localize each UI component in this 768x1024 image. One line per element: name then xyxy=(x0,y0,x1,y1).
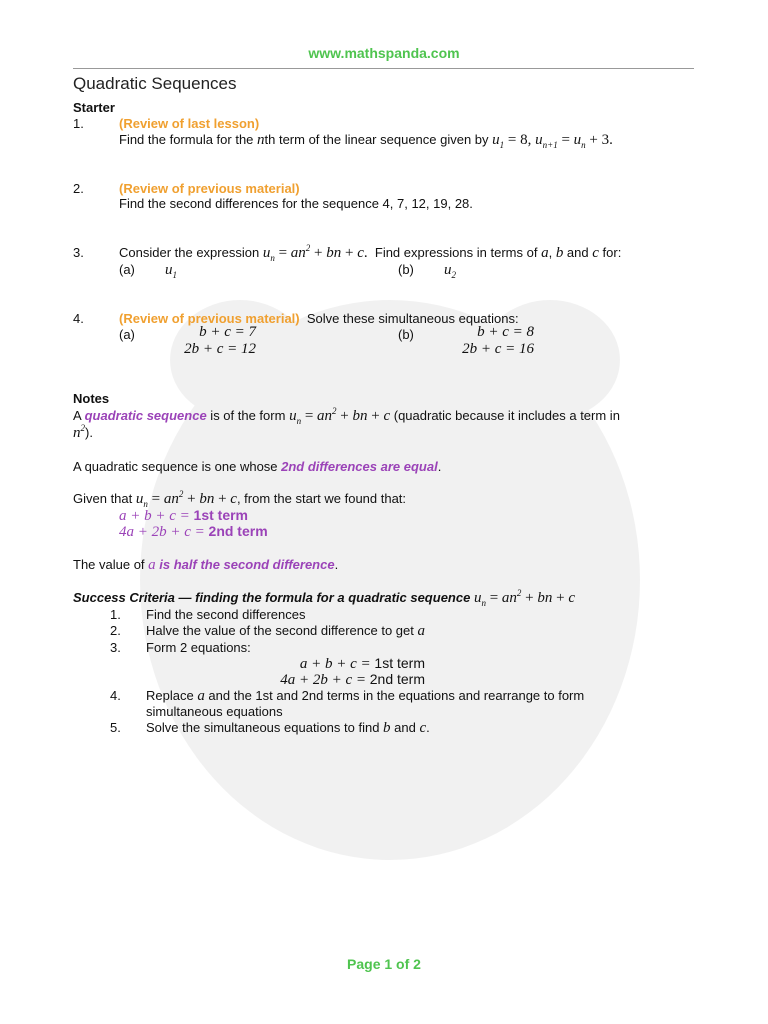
list-item: Halve the value of the second difference to get a xyxy=(146,623,425,639)
question-2-text: Find the second differences for the sequence 4, 7, 12, 19, 28. xyxy=(119,196,473,211)
recurrence-formula: $u_1 = 8$, $u_{n+1} = u_n + 3$. xyxy=(492,132,613,150)
question-3-text: Consider the expression $u_n = an^2$ + bn + c. Find expressions in terms of a, b and c for: xyxy=(119,243,622,263)
list-item: Solve the simultaneous equations to find b and c. xyxy=(146,720,430,736)
success-criteria-heading: Success Criteria — finding the formula for a quadratic sequence $u_n = an^2$ + bn + c xyxy=(73,588,576,608)
notes-heading: Notes xyxy=(73,391,110,406)
part-label: (b) xyxy=(398,327,414,342)
list-item: Replace a and the 1st and 2nd terms in the equations and rearrange to form xyxy=(146,688,585,704)
header-divider xyxy=(73,68,694,69)
part-label: (b) xyxy=(398,262,414,277)
list-number: 4. xyxy=(110,688,121,703)
equation: 2b + c = 12 xyxy=(184,341,256,357)
notes-paragraph: A quadratic sequence is of the form $u_n = an^2$ + bn + c (quadratic because it includes a term in xyxy=(73,406,620,426)
notes-paragraph: Given that $u_n = an^2$ + bn + c, from the start we found that: xyxy=(73,489,407,509)
question-number: 2. xyxy=(73,181,84,196)
list-item-cont: simultaneous equations xyxy=(146,704,283,719)
list-number: 3. xyxy=(110,640,121,655)
notes-paragraph-cont: $n^2$). xyxy=(73,423,93,441)
term-equation: 4a + 2b + c = 2nd term xyxy=(119,523,268,540)
question-number: 3. xyxy=(73,245,84,260)
page-number: Page 1 of 2 xyxy=(347,956,421,972)
u2-expression: $u_2$ xyxy=(444,262,456,280)
question-4-text: (Review of previous material) Solve these simultaneous equations: xyxy=(119,311,519,326)
list-number: 5. xyxy=(110,720,121,735)
notes-paragraph: The value of a is half the second difference. xyxy=(73,557,339,573)
equation: a + b + c = 1st term xyxy=(299,655,425,672)
equation: b + c = 7 xyxy=(199,324,256,340)
general-formula: $u_n = an^2$ + bn + c. xyxy=(262,243,368,263)
u1-expression: $u_1$ xyxy=(165,262,177,280)
notes-paragraph: A quadratic sequence is one whose 2nd differences are equal. xyxy=(73,459,442,474)
site-url[interactable]: www.mathspanda.com xyxy=(308,45,460,61)
review-tag: (Review of previous material) xyxy=(119,311,300,326)
starter-heading: Starter xyxy=(73,100,115,115)
question-1-text: Find the formula for the nth term of the linear sequence given by $u_1 = 8$, $u_{n+1} = u_n + 3$. xyxy=(119,132,613,150)
equation: 4a + 2b + c = 2nd term xyxy=(280,671,425,688)
part-label: (a) xyxy=(119,327,135,342)
list-item: Form 2 equations: xyxy=(146,640,251,655)
list-item: Find the second differences xyxy=(146,607,306,622)
question-number: 4. xyxy=(73,311,84,326)
equation: b + c = 8 xyxy=(477,324,534,340)
list-number: 1. xyxy=(110,607,121,622)
part-label: (a) xyxy=(119,262,135,277)
review-tag: (Review of last lesson) xyxy=(119,116,260,131)
term-equation: a + b + c = 1st term xyxy=(119,507,248,524)
page-title: Quadratic Sequences xyxy=(73,74,237,93)
review-tag: (Review of previous material) xyxy=(119,181,300,196)
question-number: 1. xyxy=(73,116,84,131)
list-number: 2. xyxy=(110,623,121,638)
equation: 2b + c = 16 xyxy=(462,341,534,357)
